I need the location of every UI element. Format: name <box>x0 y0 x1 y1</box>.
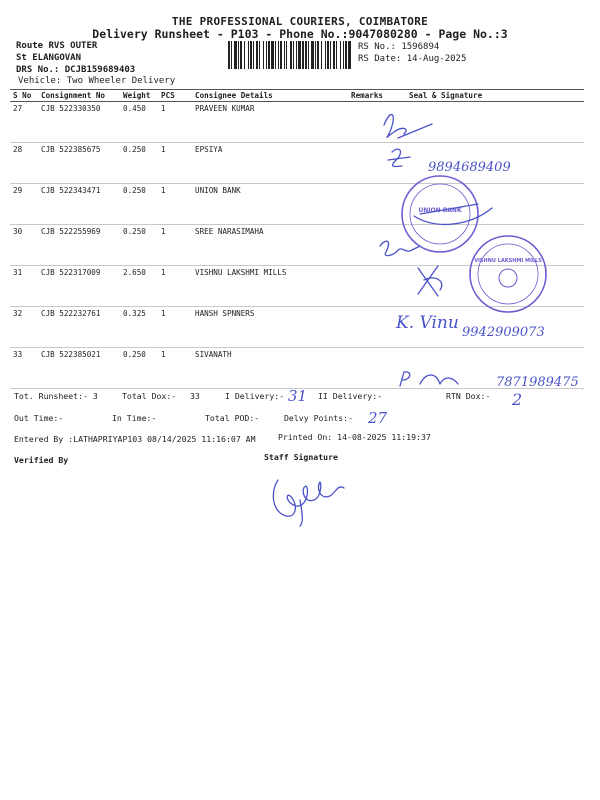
delvy-points-label: Delvy Points:- <box>284 413 354 423</box>
vishnu-mills-stamp-text: VISHNU LAKSHMI MILLS <box>474 258 542 264</box>
cell-pcs: 1 <box>158 225 192 266</box>
cell-consignment: CJB 522232761 <box>38 307 120 348</box>
ii-delivery-label: II Delivery:- <box>318 391 383 401</box>
cell-pcs: 1 <box>158 266 192 307</box>
union-bank-stamp <box>402 176 492 252</box>
drs-number: DRS No.: DCJB159689403 <box>16 65 136 75</box>
cell-weight: 0.250 <box>120 348 158 389</box>
col-weight: Weight <box>120 89 158 102</box>
i-delivery-label: I Delivery:- <box>225 391 285 401</box>
delvy-points-handwritten: 27 <box>368 409 388 427</box>
cell-consignee: SIVANATH <box>192 348 348 389</box>
cell-consignment: CJB 522343471 <box>38 184 120 225</box>
signature-row-31 <box>418 266 442 296</box>
cell-sno: 30 <box>10 225 38 266</box>
cell-weight: 2.650 <box>120 266 158 307</box>
total-dox-label: Total Dox:- <box>122 391 177 401</box>
cell-consignee: EPSIYA <box>192 143 348 184</box>
rs-number: RS No.: 1596894 <box>358 42 440 52</box>
staff-name: St ELANGOVAN <box>16 53 82 63</box>
rtn-dox-handwritten: 2 <box>512 390 523 409</box>
cell-pcs: 1 <box>158 348 192 389</box>
signature-row-27 <box>384 115 432 138</box>
cell-sno: 33 <box>10 348 38 389</box>
cell-consignee: VISHNU LAKSHMI MILLS <box>192 266 348 307</box>
cell-sno: 28 <box>10 143 38 184</box>
entered-by: Entered By :LATHAPRIYAP103 08/14/2025 11:16:07 AM <box>14 434 256 444</box>
cell-consignment: CJB 522255969 <box>38 225 120 266</box>
rs-date: RS Date: 14-Aug-2025 <box>358 54 467 64</box>
vehicle-type: Vehicle: Two Wheeler Delivery <box>18 76 176 86</box>
cell-pcs: 1 <box>158 307 192 348</box>
signature-row-30 <box>380 241 420 255</box>
verified-by-label: Verified By <box>14 455 69 465</box>
total-pod-label: Total POD:- <box>205 413 260 423</box>
cell-weight: 0.250 <box>120 184 158 225</box>
cell-consignee: HANSH SPNNERS <box>192 307 348 348</box>
col-pcs: PCS <box>158 89 192 102</box>
company-name: THE PROFESSIONAL COURIERS, COIMBATORE <box>171 15 429 28</box>
in-time-label: In Time:- <box>112 413 157 423</box>
rtn-dox-label: RTN Dox:- <box>446 391 491 401</box>
cell-sno: 32 <box>10 307 38 348</box>
cell-pcs: 1 <box>158 143 192 184</box>
cell-pcs: 1 <box>158 102 192 143</box>
col-consignee: Consignee Details <box>192 89 348 102</box>
vishnu-mills-stamp <box>470 236 546 312</box>
cell-consignment: CJB 522330350 <box>38 102 120 143</box>
cell-consignee: SREE NARASIMAHA <box>192 225 348 266</box>
col-consignment: Consignment No <box>38 89 120 102</box>
cell-sno: 27 <box>10 102 38 143</box>
phone-row-33: 7871989475 <box>496 375 579 390</box>
cell-weight: 0.325 <box>120 307 158 348</box>
cell-consignee: UNION BANK <box>192 184 348 225</box>
staff-signature-ink <box>273 480 344 526</box>
union-bank-stamp-text: UNION BANK <box>418 207 462 214</box>
printed-on: Printed On: 14-08-2025 11:19:37 <box>278 432 431 442</box>
cell-sno: 29 <box>10 184 38 225</box>
signature-row-32 <box>395 313 545 340</box>
out-time-label: Out Time:- <box>14 413 64 423</box>
total-runsheet: Tot. Runsheet:- 3 <box>14 391 98 401</box>
col-remarks: Remarks <box>348 89 406 102</box>
col-sno: S No <box>10 89 38 102</box>
staff-signature-label: Staff Signature <box>264 452 338 462</box>
i-delivery-handwritten: 31 <box>288 387 308 405</box>
cell-consignment: CJB 522317009 <box>38 266 120 307</box>
cell-weight: 0.450 <box>120 102 158 143</box>
route-label: Route RVS OUTER <box>16 41 98 51</box>
cell-consignment: CJB 522385675 <box>38 143 120 184</box>
phone-row-28: 9894689409 <box>428 160 511 175</box>
signature-row-28 <box>388 149 511 175</box>
cell-sno: 31 <box>10 266 38 307</box>
cell-weight: 0.250 <box>120 143 158 184</box>
name-row-32: K. Vinu <box>396 313 459 333</box>
signature-row-33 <box>400 372 579 390</box>
cell-consignee: PRAVEEN KUMAR <box>192 102 348 143</box>
total-dox-value: 33 <box>190 391 200 401</box>
cell-weight: 0.250 <box>120 225 158 266</box>
col-seal-signature: Seal & Signature <box>406 89 584 102</box>
phone-row-32: 9942909073 <box>462 325 545 340</box>
cell-pcs: 1 <box>158 184 192 225</box>
runsheet-title: Delivery Runsheet - P103 - Phone No.:9047080280 - Page No.:3 <box>92 27 508 41</box>
cell-consignment: CJB 522385021 <box>38 348 120 389</box>
